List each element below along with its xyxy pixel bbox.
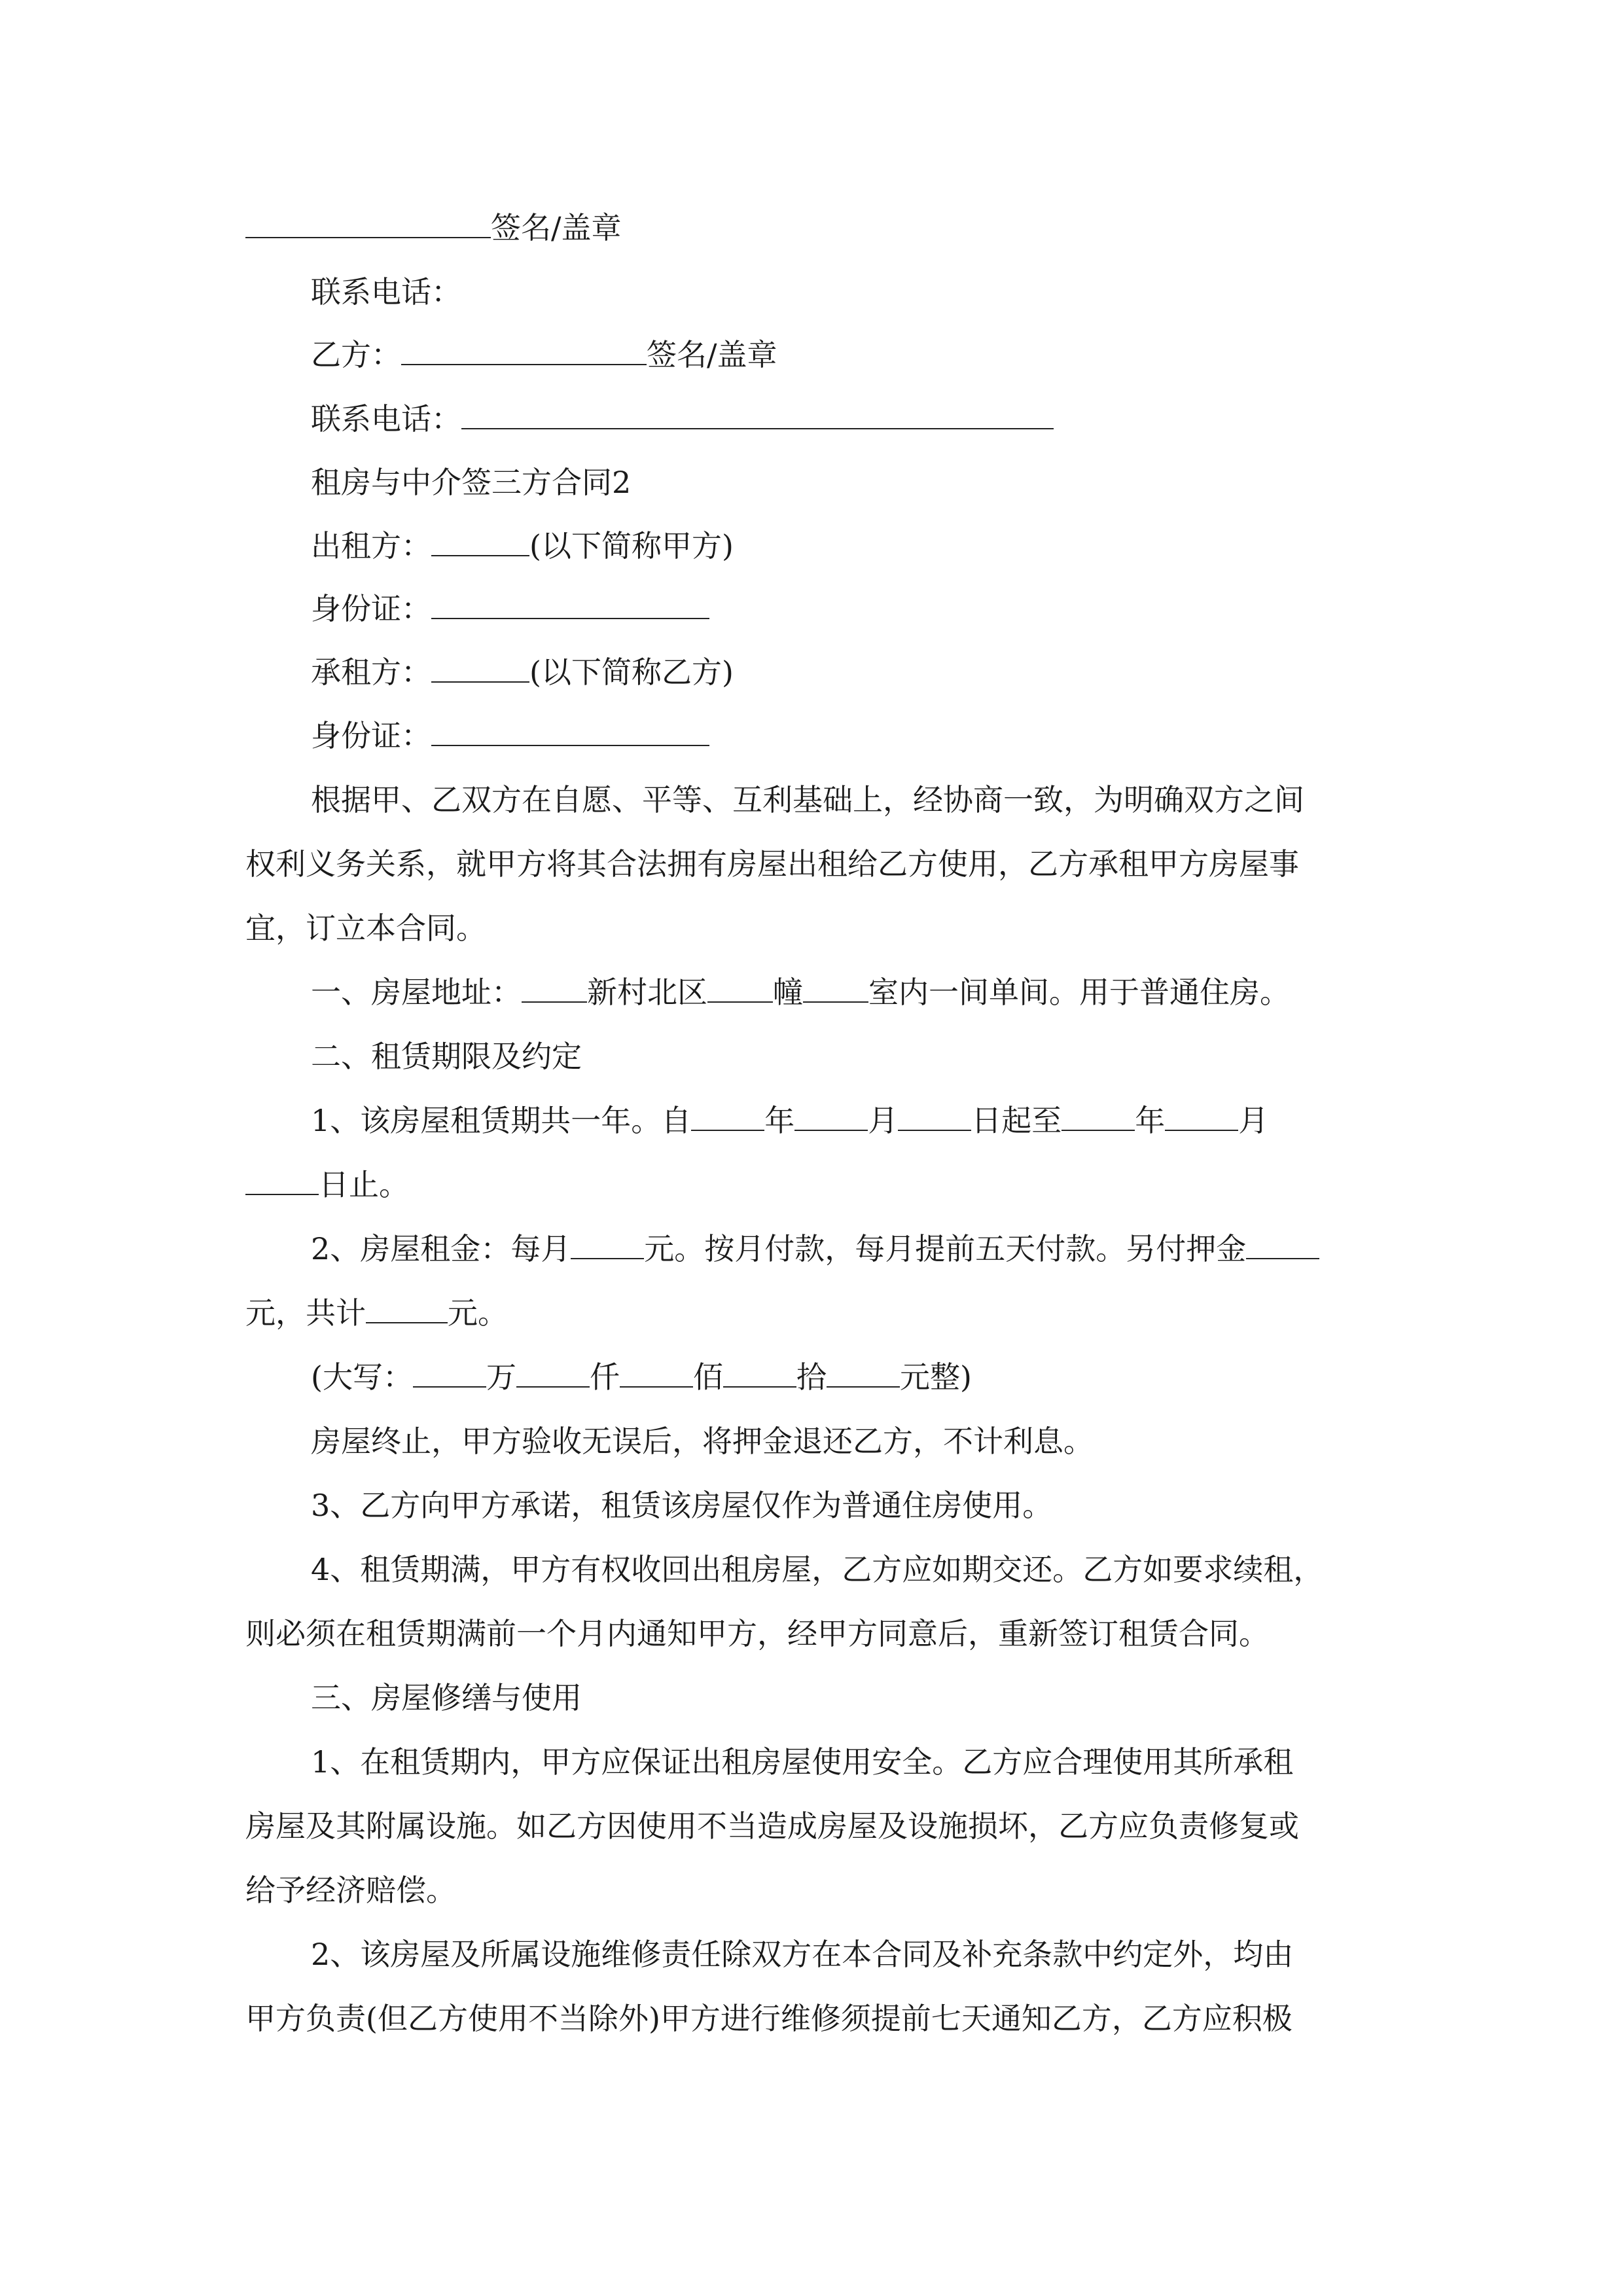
paragraph-line: 甲方负责(但乙方使用不当除外)甲方进行维修须提前七天通知乙方，乙方应积极 <box>245 2001 1293 2036</box>
paragraph-line: 2、该房屋及所属设施维修责任除双方在本合同及补充条款中约定外，均由 <box>311 1937 1294 1972</box>
blank-field <box>413 1357 486 1388</box>
clause-term: 1、该房屋租赁期共一年。自 年 月 日起至 年 月 <box>245 1101 1450 1140</box>
blank-field <box>431 716 709 746</box>
blank-field <box>1165 1101 1238 1131</box>
blank-field <box>898 1101 971 1131</box>
blank-field <box>1246 1229 1319 1259</box>
paragraph-line: 则必须在租赁期满前一个月内通知甲方，经甲方同意后，重新签订租赁合同。 <box>245 1616 1269 1651</box>
lessor-line: 出租方： (以下简称甲方) <box>245 526 1450 565</box>
paragraph-line: 给予经济赔偿。 <box>245 1873 456 1908</box>
paragraph-line: 4、租赁期满，甲方有权收回出租房屋，乙方应如期交还。乙方如要求续租， <box>311 1552 1324 1587</box>
section-heading: 二、租赁期限及约定 <box>311 1039 582 1074</box>
section-heading: 三、房屋修缮与使用 <box>311 1680 582 1715</box>
contract-title: 租房与中介签三方合同2 <box>311 465 632 500</box>
blank-field <box>571 1229 644 1259</box>
blank-field <box>516 1357 590 1388</box>
signature-line-1: 签名/盖章 <box>245 208 1384 247</box>
blank-field <box>366 1293 448 1323</box>
blank-field <box>431 526 529 556</box>
clause-rent-total: 元，共计 元。 <box>245 1293 1384 1333</box>
paragraph-line: 权利义务关系，就甲方将其合法拥有房屋出租给乙方使用，乙方承租甲方房屋事 <box>245 846 1299 882</box>
clause-address: 一、房屋地址： 新村北区 幢 室内一间单间。用于普通住房。 <box>245 973 1450 1012</box>
blank-field <box>803 973 868 1003</box>
paragraph-line: 房屋终止，甲方验收无误后，将押金退还乙方，不计利息。 <box>311 1424 1094 1459</box>
blank-field <box>794 1101 868 1131</box>
paragraph-line: 3、乙方向甲方承诺，租赁该房屋仅作为普通住房使用。 <box>311 1488 1053 1523</box>
blank-field <box>245 1165 319 1195</box>
contact-phone-1: 联系电话： <box>311 274 461 310</box>
blank-field <box>723 1357 796 1388</box>
paragraph-line: 1、在租赁期内，甲方应保证出租房屋使用安全。乙方应合理使用其所承租 <box>311 1744 1294 1780</box>
blank-field <box>620 1357 693 1388</box>
blank-field <box>245 208 491 238</box>
clause-rent-capital: (大写： 万 仟 佰 拾 元整) <box>245 1357 1450 1397</box>
blank-field <box>691 1101 764 1131</box>
blank-field <box>1061 1101 1135 1131</box>
blank-field <box>431 589 709 619</box>
blank-field <box>707 973 773 1003</box>
lessee-id-line: 身份证： <box>245 716 1450 755</box>
blank-field <box>522 973 587 1003</box>
paragraph-line: 宜，订立本合同。 <box>245 910 486 946</box>
contact-phone-2: 联系电话： <box>245 399 1450 439</box>
blank-field <box>431 653 529 683</box>
clause-rent: 2、房屋租金：每月 元。按月付款，每月提前五天付款。另付押金 <box>245 1229 1450 1268</box>
lessor-id-line: 身份证： <box>245 589 1450 628</box>
paragraph-line: 根据甲、乙双方在自愿、平等、互利基础上，经协商一致，为明确双方之间 <box>311 782 1304 817</box>
lessee-line: 承租方： (以下简称乙方) <box>245 653 1450 692</box>
paragraph-line: 房屋及其附属设施。如乙方因使用不当造成房屋及设施损坏，乙方应负责修复或 <box>245 1808 1299 1844</box>
party-b-signature: 乙方： 签名/盖章 <box>245 335 1450 374</box>
blank-field <box>401 335 647 365</box>
blank-field <box>461 399 1054 429</box>
blank-field <box>827 1357 900 1388</box>
clause-term-end: 日止。 <box>245 1165 1384 1204</box>
